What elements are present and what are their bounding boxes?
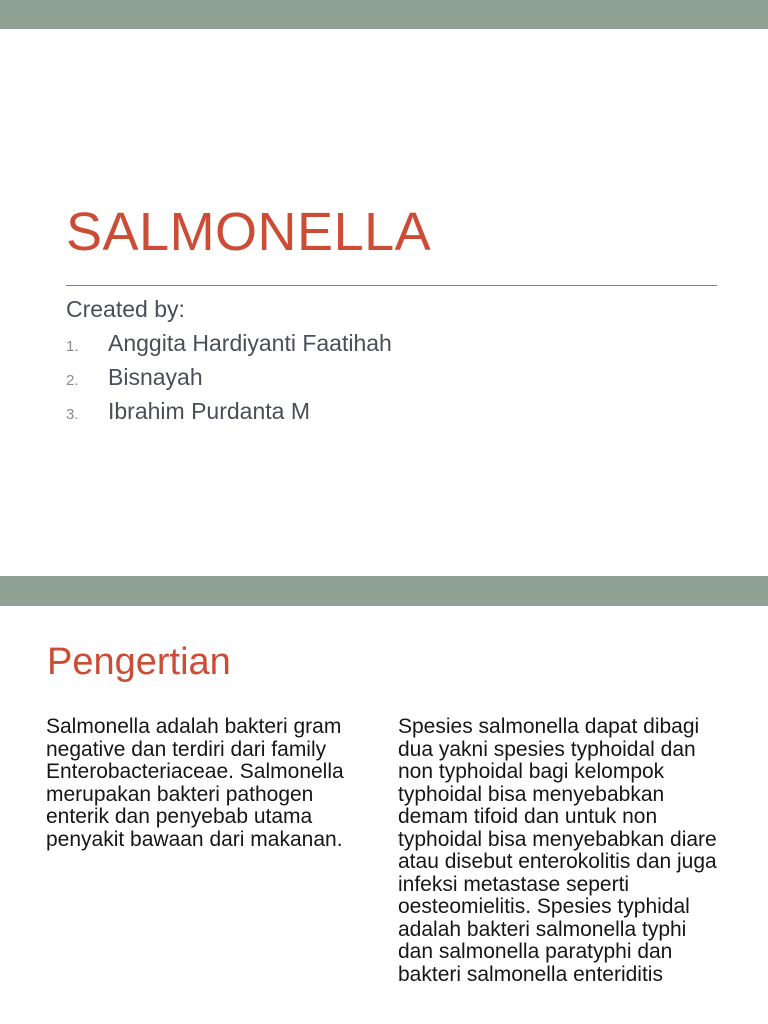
list-number: 1.: [66, 338, 79, 355]
section-title: Pengertian: [47, 641, 231, 683]
top-band: [0, 0, 768, 29]
author-name: Bisnayah: [108, 364, 203, 390]
right-column-text: Spesies salmonella dapat dibagi dua yakni spesies typhoidal dan non typhoidal bagi kelompok typhoidal bisa menyebabkan demam tifoid dan untuk non typhoidal bisa menyebabkan diare atau disebut enterokolitis dan juga infeksi metastase seperti oesteomielitis. Spesies typhidal adalah bakteri salmonella typhi dan salmonella paratyphi dan bakteri salmonella enteriditis: [398, 715, 717, 986]
created-by-label: Created by:: [66, 296, 185, 322]
slide-separator-band: [0, 576, 768, 606]
title-divider: [66, 285, 717, 286]
author-list: [66, 330, 392, 432]
author-name: Ibrahim Purdanta M: [108, 398, 310, 424]
author-name: Anggita Hardiyanti Faatihah: [108, 330, 392, 356]
author-item: [66, 330, 392, 364]
author-item: [66, 398, 392, 432]
list-number: 2.: [66, 372, 79, 389]
list-number: 3.: [66, 406, 79, 423]
left-column-text: Salmonella adalah bakteri gram negative dan terdiri dari family Enterobacteriaceae. Salmonella merupakan bakteri pathogen enterik dan penyebab utama penyakit bawaan dari makanan.: [46, 715, 344, 851]
author-item: [66, 364, 392, 398]
slide-title: SALMONELLA: [66, 202, 432, 262]
